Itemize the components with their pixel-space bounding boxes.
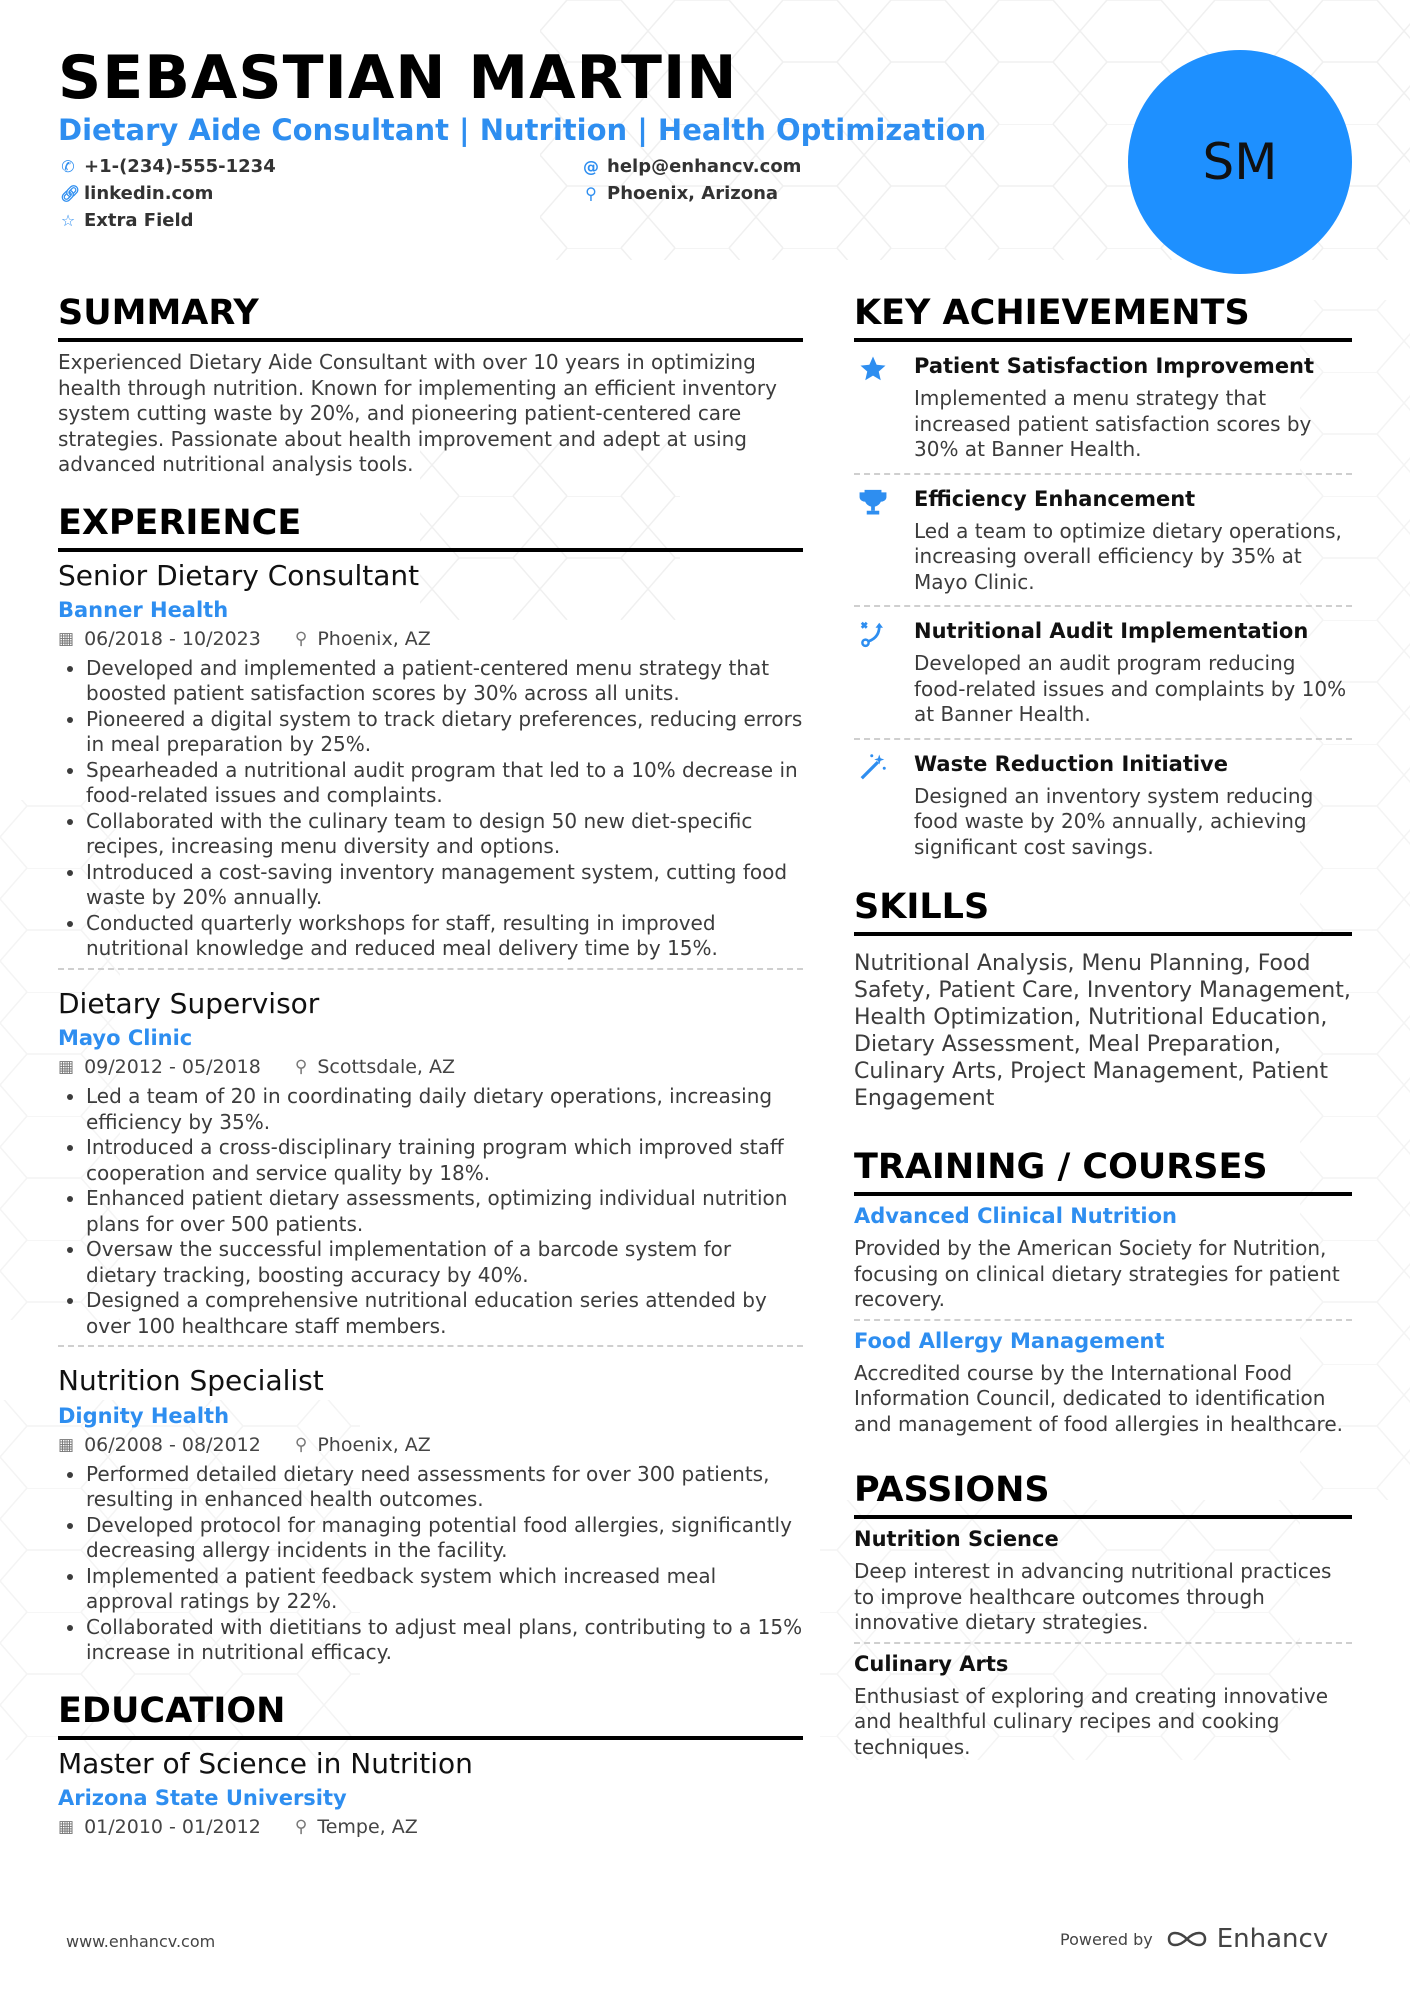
- experience-heading: EXPERIENCE: [58, 502, 803, 552]
- summary-text: Experienced Dietary Aide Consultant with over 10 years in optimizing health through nutrition. Known for implementing an efficient inventory system cutting waste by 20%, and pioneering patient-centered care strategies. Passionate about health improvement and adept at using advanced nutritional analysis tools.: [58, 350, 777, 476]
- achievement-description: Designed an inventory system reducing food waste by 20% annually, achieving significant cost savings.: [914, 783, 1314, 859]
- education-section: [58, 1690, 803, 1838]
- bullet-item: • Developed protocol for managing potential food allergies, significantly decreasing allergy incidents in the facility.: [86, 1513, 803, 1564]
- achievements-heading: KEY ACHIEVEMENTS: [854, 292, 1352, 342]
- skills-section: [854, 886, 1352, 1112]
- degree-title: Master of Science in Nutrition: [58, 1746, 473, 1780]
- phone-icon: ✆: [61, 157, 75, 176]
- job-bullets: [58, 656, 803, 962]
- school-name: Arizona State University: [58, 1786, 347, 1811]
- passion-item: [854, 1642, 1352, 1767]
- calendar-icon: ▦: [58, 1817, 75, 1838]
- bullet-item: • Oversaw the successful implementation of a barcode system for dietary tracking, boosting accuracy by 40%.: [86, 1237, 803, 1288]
- course-title[interactable]: Food Allergy Management: [854, 1328, 1165, 1353]
- bullet-item: • Pioneered a digital system to track dietary preferences, reducing errors in meal preparation by 25%.: [86, 707, 803, 758]
- achievement-item: [854, 342, 1352, 473]
- magic-wand-icon: [858, 752, 900, 861]
- job-title: Senior Dietary Consultant: [58, 558, 420, 592]
- brand-name: Enhancv: [1216, 1924, 1329, 1954]
- achievement-item: [854, 738, 1352, 871]
- job-dates: 09/2012 - 05/2018: [84, 1056, 261, 1079]
- bullet-item: • Led a team of 20 in coordinating daily dietary operations, increasing efficiency by 35%.: [86, 1084, 803, 1135]
- calendar-icon: ▦: [58, 1057, 75, 1078]
- email-text: help@enhancv.com: [607, 156, 802, 177]
- job-entry: [58, 968, 803, 1345]
- summary-heading: SUMMARY: [58, 292, 803, 342]
- map-pin-icon: ⚲: [585, 184, 597, 203]
- contact-email[interactable]: [583, 156, 801, 177]
- passion-title: Nutrition Science: [854, 1527, 1059, 1551]
- footer-website[interactable]: www.enhancv.com: [66, 1932, 216, 1951]
- course-title[interactable]: Advanced Clinical Nutrition: [854, 1204, 1177, 1228]
- job-title: Nutrition Specialist: [58, 1364, 324, 1398]
- star-icon: [858, 354, 900, 463]
- education-meta: [58, 1816, 803, 1838]
- bullet-item: • Introduced a cross-disciplinary training program which improved staff cooperation and service quality by 18%.: [86, 1135, 803, 1186]
- course-item: [854, 1319, 1352, 1444]
- experience-list: [58, 558, 803, 1672]
- education-location: Tempe, AZ: [317, 1816, 418, 1839]
- experience-section: [58, 502, 803, 1672]
- at-icon: @: [583, 157, 599, 176]
- bullet-item: • Spearheaded a nutritional audit program that led to a 10% decrease in food-related issues and complaints.: [86, 758, 803, 809]
- enhancv-logo[interactable]: [1165, 1924, 1328, 1954]
- link-icon: 🔗︎: [60, 184, 81, 203]
- contact-extra: [60, 210, 194, 231]
- enhancv-logo-icon: [1165, 1927, 1209, 1951]
- company-name[interactable]: Banner Health: [58, 597, 229, 622]
- passion-item: [854, 1519, 1352, 1642]
- map-pin-icon: ⚲: [294, 1817, 308, 1838]
- passions-heading: PASSIONS: [854, 1469, 1352, 1519]
- location-text: Phoenix, Arizona: [607, 183, 779, 204]
- course-description: Provided by the American Society for Nutrition, focusing on clinical dietary strategies for patient recovery.: [854, 1236, 1340, 1311]
- strategy-icon: [858, 619, 900, 728]
- training-section: [854, 1146, 1352, 1443]
- star-outline-icon: ☆: [60, 211, 76, 230]
- passions-list: [854, 1519, 1352, 1766]
- achievement-body: [914, 487, 1352, 596]
- bullet-item: • Enhanced patient dietary assessments, optimizing individual nutrition plans for over 500 patients.: [86, 1186, 803, 1237]
- job-location: Phoenix, AZ: [317, 627, 431, 650]
- achievement-description: Developed an audit program reducing food-related issues and complaints by 10% at Banner Health.: [914, 651, 1347, 726]
- bullet-item: • Conducted quarterly workshops for staff, resulting in improved nutritional knowledge and reduced meal delivery time by 15%.: [86, 911, 803, 962]
- achievement-description: Led a team to optimize dietary operations, increasing overall efficiency by 35% at Mayo Clinic.: [914, 518, 1342, 594]
- avatar: [1128, 50, 1352, 274]
- course-item: [854, 1196, 1352, 1319]
- job-bullets: [58, 1084, 803, 1339]
- contact-phone[interactable]: [60, 156, 276, 177]
- passion-title: Culinary Arts: [854, 1651, 1009, 1676]
- job-meta: [58, 1434, 803, 1456]
- linkedin-text: linkedin.com: [84, 183, 214, 204]
- education-heading: EDUCATION: [58, 1690, 803, 1740]
- achievement-item: [854, 473, 1352, 606]
- passions-section: [854, 1469, 1352, 1766]
- job-dates: 06/2018 - 10/2023: [84, 627, 261, 650]
- contact-linkedin[interactable]: [60, 183, 213, 204]
- achievement-description: Implemented a menu strategy that increased patient satisfaction scores by 30% at Banner Health.: [914, 386, 1312, 461]
- phone-text: +1-(234)-555-1234: [84, 156, 276, 177]
- job-meta: [58, 1056, 803, 1078]
- trophy-icon: [858, 487, 900, 596]
- achievement-title: Nutritional Audit Implementation: [914, 619, 1309, 643]
- avatar-initials: SM: [1202, 133, 1278, 191]
- summary-section: [58, 292, 803, 478]
- achievement-title: Waste Reduction Initiative: [914, 751, 1228, 776]
- passion-description: Deep interest in advancing nutritional practices to improve healthcare outcomes through innovative dietary strategies.: [854, 1559, 1332, 1634]
- course-description: Accredited course by the International Food Information Council, dedicated to identification and management of food allergies in healthcare.: [854, 1360, 1343, 1436]
- bullet-item: • Performed detailed dietary need assessments for over 300 patients, resulting in enhanced health outcomes.: [86, 1462, 803, 1513]
- right-column: [854, 292, 1352, 1766]
- job-dates: 06/2008 - 08/2012: [84, 1433, 261, 1456]
- skills-heading: SKILLS: [854, 886, 1352, 936]
- bullet-item: • Collaborated with dietitians to adjust meal plans, contributing to a 15% increase in nutritional efficacy.: [86, 1615, 803, 1666]
- achievements-section: [854, 292, 1352, 870]
- bullet-item: • Developed and implemented a patient-centered menu strategy that boosted patient satisfaction scores by 30% across all units.: [86, 656, 803, 707]
- passion-description: Enthusiast of exploring and creating innovative and healthful culinary recipes and cooking techniques.: [854, 1683, 1329, 1759]
- extra-field-text: Extra Field: [84, 210, 194, 231]
- job-location: Phoenix, AZ: [317, 1433, 431, 1456]
- achievements-list: [854, 342, 1352, 870]
- job-title: Dietary Supervisor: [58, 986, 320, 1020]
- achievement-body: [914, 752, 1352, 861]
- education-dates: 01/2010 - 01/2012: [84, 1816, 261, 1839]
- map-pin-icon: ⚲: [294, 1057, 308, 1078]
- company-name[interactable]: Mayo Clinic: [58, 1026, 193, 1051]
- candidate-name: SEBASTIAN MARTIN: [58, 43, 738, 113]
- achievement-body: [914, 354, 1352, 463]
- bullet-item: • Introduced a cost-saving inventory management system, cutting food waste by 20% annually.: [86, 860, 803, 911]
- contact-location: [583, 183, 778, 204]
- bullet-item: • Implemented a patient feedback system which increased meal approval ratings by 22%.: [86, 1564, 803, 1615]
- job-entry: [58, 1345, 803, 1671]
- job-bullets: [58, 1462, 803, 1666]
- left-column: [58, 292, 803, 1838]
- job-entry: [58, 558, 803, 968]
- powered-by-text: Powered by: [1060, 1929, 1153, 1949]
- footer-branding: [1060, 1924, 1328, 1954]
- calendar-icon: ▦: [58, 1434, 75, 1455]
- job-meta: [58, 628, 803, 650]
- job-location: Scottsdale, AZ: [317, 1056, 456, 1079]
- achievement-item: [854, 605, 1352, 738]
- achievement-body: [914, 619, 1352, 728]
- map-pin-icon: ⚲: [294, 628, 308, 649]
- bullet-item: • Designed a comprehensive nutritional education series attended by over 100 healthcare staff members.: [86, 1288, 803, 1339]
- achievement-title: Efficiency Enhancement: [914, 486, 1196, 511]
- headline: Dietary Aide Consultant | Nutrition | Health Optimization: [58, 113, 987, 147]
- company-name[interactable]: Dignity Health: [58, 1403, 230, 1428]
- map-pin-icon: ⚲: [294, 1434, 308, 1455]
- bullet-item: • Collaborated with the culinary team to design 50 new diet-specific recipes, increasing menu diversity and options.: [86, 809, 803, 860]
- calendar-icon: ▦: [58, 628, 75, 649]
- courses-list: [854, 1196, 1352, 1443]
- skills-text: Nutritional Analysis, Menu Planning, Food Safety, Patient Care, Inventory Management, Health Optimization, Nutritional Education, Dietary Assessment, Meal Preparation, Culinary Arts, Project Management, Patient Engagement: [854, 951, 1351, 1111]
- achievement-title: Patient Satisfaction Improvement: [914, 354, 1315, 378]
- training-heading: TRAINING / COURSES: [854, 1146, 1352, 1196]
